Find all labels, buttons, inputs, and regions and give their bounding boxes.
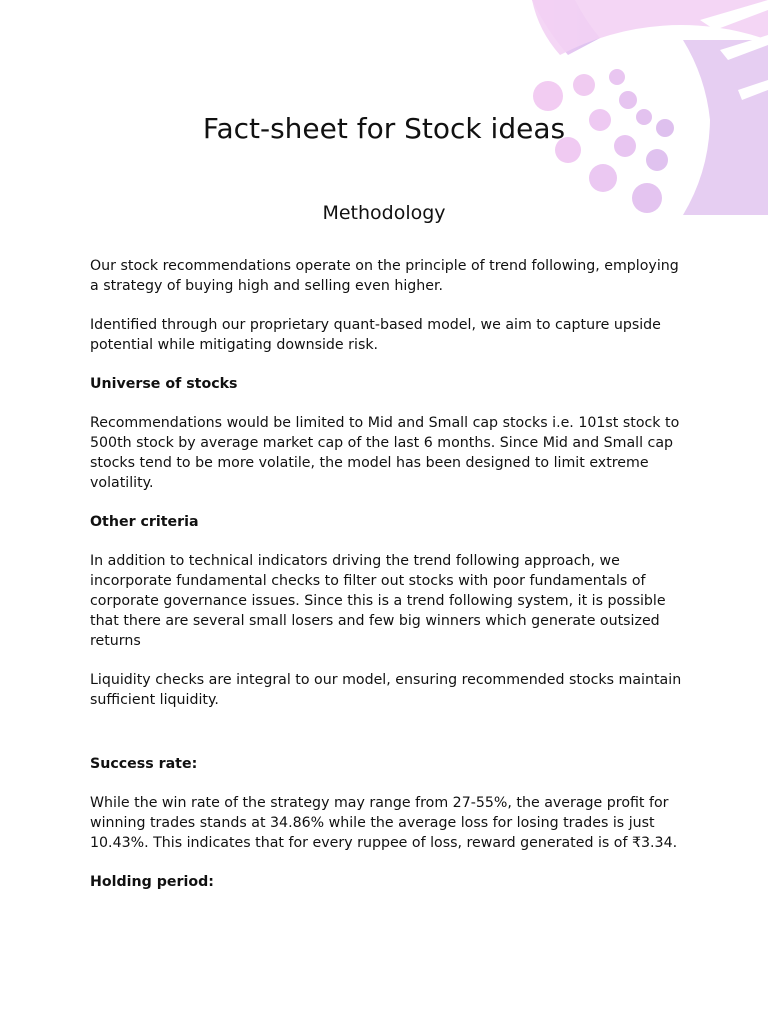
success-paragraph: While the win rate of the strategy may range from 27-55%, the average profit for winning trades stands at 34.86% while the average loss for losing trades is just 10.43%. This indicates that for every ruppee of loss, reward generated is of ₹3.34. [90, 795, 678, 851]
decor-dot [646, 149, 668, 171]
heading-universe-of-stocks: Universe of stocks [90, 376, 238, 392]
intro-paragraph-2: Identified through our proprietary quant-based model, we aim to capture upside potential while mitigating downside risk. [90, 317, 661, 353]
heading-holding-period: Holding period: [90, 874, 214, 890]
page-subtitle: Methodology [322, 202, 446, 224]
criteria-paragraph-1: In addition to technical indicators driving the trend following approach, we incorporate fundamental checks to filter out stocks with poor fundamentals of corporate governance issues. Since this is a trend following system, it is possible that there are several small losers and few big winners which generate outsized returns [90, 553, 666, 649]
section-spacer [90, 729, 690, 754]
decor-dot [533, 81, 563, 111]
decor-dot [573, 74, 595, 96]
document-body [90, 256, 690, 911]
heading-other-criteria: Other criteria [90, 514, 199, 530]
intro-paragraph-1: Our stock recommendations operate on the principle of trend following, employing a strategy of buying high and selling even higher. [90, 258, 679, 294]
decor-dot [619, 91, 637, 109]
universe-paragraph: Recommendations would be limited to Mid and Small cap stocks i.e. 101st stock to 500th stock by average market cap of the last 6 months. Since Mid and Small cap stocks tend to be more volatile, the model has been designed to limit extreme volatility. [90, 415, 680, 491]
decor-dot [609, 69, 625, 85]
decor-dot [589, 164, 617, 192]
criteria-paragraph-2: Liquidity checks are integral to our model, ensuring recommended stocks maintain sufficient liquidity. [90, 672, 682, 708]
page-title: Fact-sheet for Stock ideas [202, 112, 566, 145]
heading-success-rate: Success rate: [90, 756, 198, 772]
